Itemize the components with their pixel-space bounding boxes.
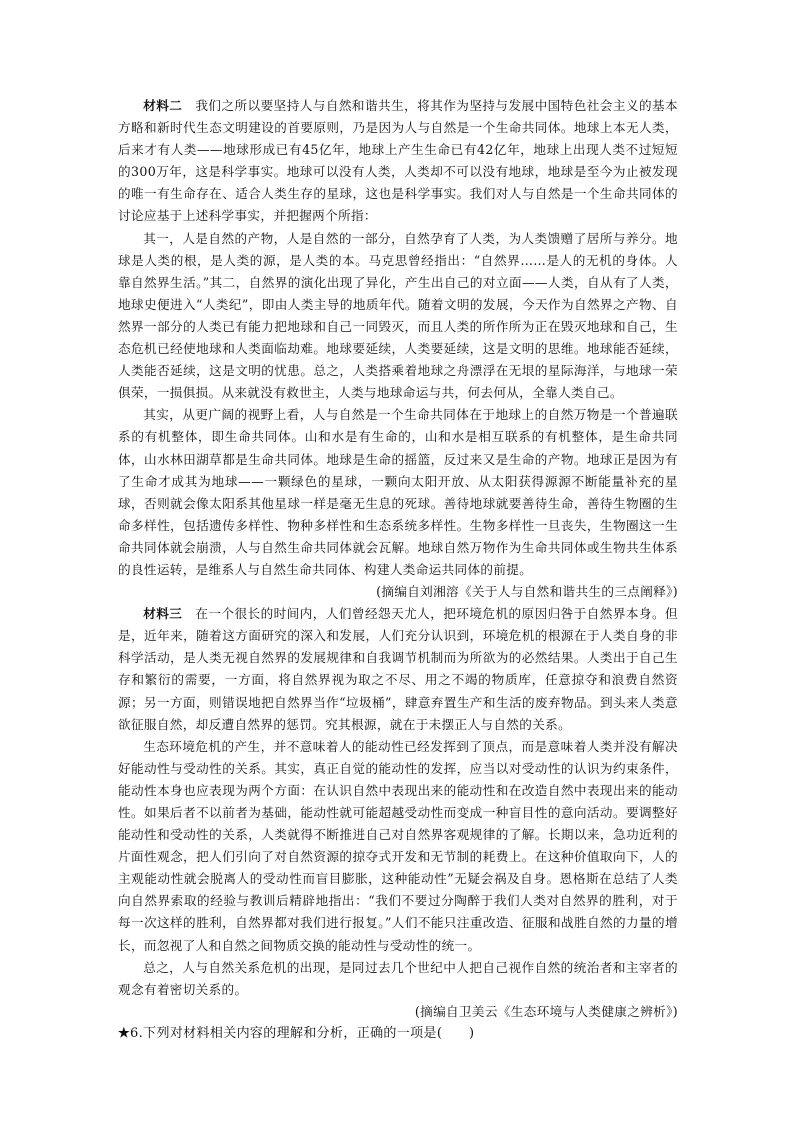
star-icon: ★ <box>118 1025 131 1041</box>
material2-label: 材料二 <box>143 98 183 113</box>
material2-paragraph-2: 其一，人是自然的产物，人是自然的一部分，自然孕育了人类，为人类馈赠了居所与养分。地球是人类的根，是人类的源，是人类的本。马克思曾经指出：“自然界……是人的无机的身体。人靠自然界生活。”其二，自然界的演化出现了异化，产生出自己的对立面——人类，自从有了人类，地球史便进入“人类纪”，即由人类主导的地质年代。随着文明的发展，今天作为自然界之产物、自然界一部分的人类已有能力把地球和自己一同毁灭，而且人类的所作所为正在毁灭地球和自己，生态危机已经使地球和人类面临劫难。地球要延续，人类要延续，这是文明的思维。地球能否延续，人类能否延续，这是文明的忧患。总之，人类搭乘着地球之舟漂浮在无垠的星际海洋，与地球一荣俱荣，一损俱损。从来就没有救世主，人类与地球命运与共，何去何从，全靠人类自己。 <box>118 230 678 401</box>
material2-paragraph-1 <box>118 95 678 228</box>
material3-label: 材料三 <box>143 606 183 622</box>
material3-paragraph-3: 总之，人与自然关系危机的出现，是同过去几个世纪中人把自己视作自然的统治者和主宰者的观念有着密切关系的。 <box>118 959 678 997</box>
passage-body <box>118 95 678 1045</box>
material2-paragraph-3: 其实，从更广阔的视野上看，人与自然是一个生命共同体在于地球上的自然万物是一个普遍联系的有机整体，即生命共同体。山和水是有生命的，山和水是相互联系的有机整体，是生命共同体，山水林田湖草都是生命共同体。地球是生命的摇篮，反过来又是生命的产物。地球正是因为有了生命才成其为地球——一颗绿色的星球，一颗向太阳开放、从太阳获得源源不断能量补充的星球，否则就会像太阳系其他星球一样是毫无生息的死球。善待地球就要善待生命，善待生物圈的生命多样性，包括遗传多样性、物种多样性和生态系统多样性。生物多样性一旦丧失，生物圈这一生命共同体就会崩溃，人与自然生命共同体就会瓦解。地球自然万物作为生命共同体或生物共生体系的良性运转，是维系人与自然生命共同体、构建人类命运共同体的前提。 <box>118 407 678 577</box>
material3-paragraph-1 <box>118 603 678 736</box>
material3-paragraph-2: 生态环境危机的产生，并不意味着人的能动性已经发挥到了顶点，而是意味着人类并没有解决好能动性与受动性的关系。其实，真正自觉的能动性的发挥，应当以对受动性的认识为约束条件，能动性本身也应表现为两个方面：在认识自然中表现出来的能动性和在改造自然中表现出来的能动性。如果后者不以前者为基础，能动性就可能超越受动性而变成一种盲目性的意向活动。要调整好能动性和受动性的关系，人类就得不断推进自己对自然界客观规律的了解。长期以来，急功近利的片面性观念，把人们引向了对自然资源的掠夺式开发和无节制的耗费上。在这种价值取向下，人的主观能动性就会脱离人的受动性而盲目膨胀，这种能动性”无疑会祸及自身。恩格斯在总结了人类向自然界索取的经验与教训后精辟地指出：“我们不要过分陶醉于我们人类对自然界的胜利，对于每一次这样的胜利，自然界都对我们进行报复。”人们不能只注重改造、征服和战胜自然的力量的增长，而忽视了人和自然之间物质交换的能动性与受动性的统一。 <box>118 738 678 953</box>
question-6 <box>118 1023 678 1045</box>
question-6-text: 6.下列对材料相关内容的理解和分析，正确的一项是( ) <box>130 1025 475 1041</box>
material3-p1-text: 在一个很长的时间内，人们曾经怨天尤人，把环境危机的原因归咎于自然界本身。但是，近年来，随着这方面研究的深入和发展，人们充分认识到，环境危机的根源在于人类自身的非科学活动，是人类无视自然界的发展规律和自我调节机制而为所欲为的必然结果。人类出于自己生存和繁衍的需要，一方面，将自然界视为取之不尽、用之不竭的物质库，任意掠夺和浪费自然资源；另一方面，则错误地把自然界当作“垃圾桶”，肆意弃置生产和生活的废弃物品。到头来人类意欲征服自然，却反遭自然界的惩罚。究其根源，就在于未摆正人与自然的关系。 <box>118 606 678 732</box>
material3-source: (摘编自卫美云《生态环境与人类健康之辨析》) <box>414 1003 678 1019</box>
material2-p1-text: 我们之所以要坚持人与自然和谐共生，将其作为坚持与发展中国特色社会主义的基本方略和新时代生态文明建设的首要原则，乃是因为人与自然是一个生命共同体。地球上本无人类，后来才有人类——地球形成已有45亿年，地球上产生生命已有42亿年，地球上出现人类不过短短的300万年，这是科学事实。地球可以没有人类，人类却不可以没有地球，地球是至今为止被发现的唯一有生命存在、适合人类生存的星球，这也是科学事实。我们对人与自然是一个生命共同体的讨论应基于上述科学事实，并把握两个所指： <box>118 98 678 224</box>
material2-source: (摘编自刘湘溶《关于人与自然和谐共生的三点阐释》) <box>376 584 678 600</box>
